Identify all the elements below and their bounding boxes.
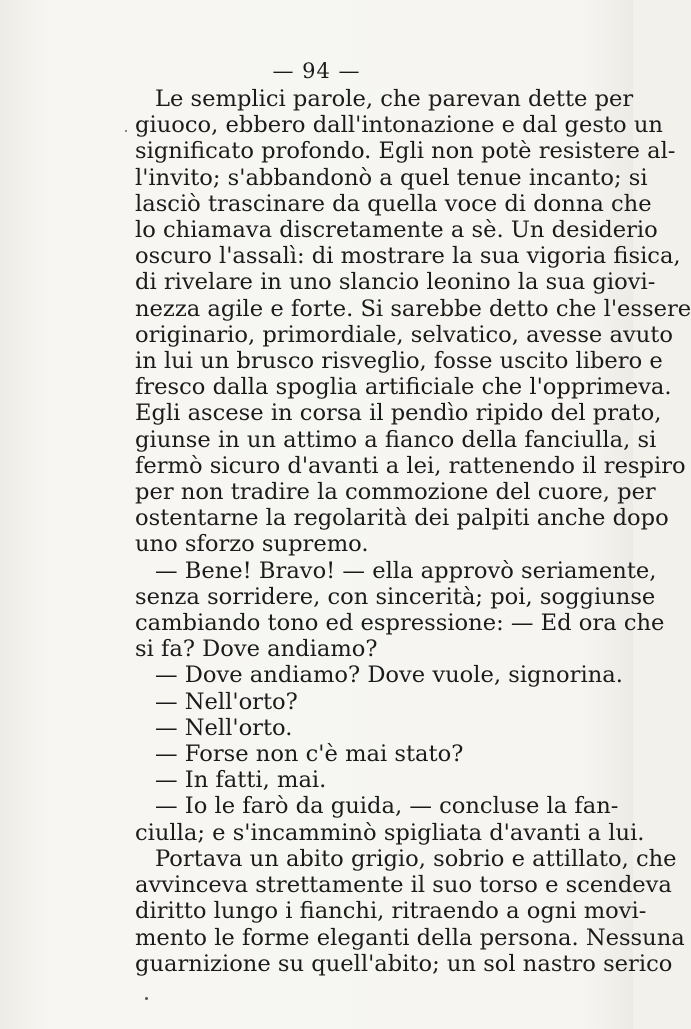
text-line: originario, primordiale, selvatico, avesse avuto [135, 321, 673, 348]
ink-speck [145, 997, 148, 1000]
text-line: l'invito; s'abbandonò a quel tenue incanto; si [135, 164, 648, 191]
text-line: ostentarne la regolarità dei palpiti anche dopo [135, 505, 669, 532]
dialogue-line: — Nell'orto? [155, 688, 298, 715]
dialogue-line: — Dove andiamo? Dove vuole, signorina. [155, 662, 623, 689]
text-line: fresco dalla spoglia artificiale che l'opprimeva. [135, 374, 672, 401]
text-line: giunse in un attimo a fianco della fanciulla, si [135, 426, 657, 453]
text-line: per non tradire la commozione del cuore, per [135, 479, 656, 506]
dialogue-line: senza sorridere, con sincerità; poi, soggiunse [135, 583, 656, 610]
dialogue-line: cambiando tono ed espressione: — Ed ora che [135, 610, 665, 637]
text-line: significato profondo. Egli non potè resistere al- [135, 138, 676, 165]
dialogue-line: — Io le farò da guida, — concluse la fan- [155, 793, 619, 820]
text-line: Le semplici parole, che parevan dette per [155, 86, 634, 112]
text-line: oscuro l'assalì: di mostrare la sua vigoria fisica, [135, 243, 681, 270]
text-line: diritto lungo i fianchi, ritraendo a ogni movi- [135, 898, 647, 925]
dialogue-line: si fa? Dove andiamo? [135, 636, 378, 663]
text-line: uno sforzo supremo. [135, 531, 369, 558]
body-text [135, 86, 691, 977]
ink-speck [125, 130, 127, 132]
dialogue-line: — In fatti, mai. [155, 767, 327, 794]
text-line: nezza agile e forte. Si sarebbe detto che l'essere [135, 295, 691, 322]
text-line: mento le forme eleganti della persona. Nessuna [135, 924, 685, 951]
text-line: fermò sicuro d'avanti a lei, rattenendo il respiro [135, 452, 686, 479]
text-line: di rivelare in uno slancio leonino la sua giovi- [135, 269, 656, 296]
text-line: guarnizione su quell'abito; un sol nastro serico [135, 950, 673, 977]
text-line: lo chiamava discretamente a sè. Un desiderio [135, 217, 658, 244]
dialogue-line: — Forse non c'è mai stato? [155, 741, 464, 768]
text-line: avvinceva strettamente il suo torso e scendeva [135, 872, 672, 899]
page-number: — 94 — [272, 59, 361, 83]
dialogue-line: — Bene! Bravo! — ella approvò seriamente, [155, 557, 657, 584]
text-line: giuoco, ebbero dall'intonazione e dal gesto un [135, 112, 663, 139]
text-line: lasciò trascinare da quella voce di donna che [135, 190, 652, 217]
dialogue-line: ciulla; e s'incamminò spigliata d'avanti a lui. [135, 819, 645, 846]
text-line: Portava un abito grigio, sobrio e attillato, che [155, 845, 677, 872]
text-line: Egli ascese in corsa il pendìo ripido del prato, [135, 400, 662, 427]
text-line: in lui un brusco risveglio, fosse uscito libero e [135, 348, 663, 375]
dialogue-line: — Nell'orto. [155, 714, 293, 741]
